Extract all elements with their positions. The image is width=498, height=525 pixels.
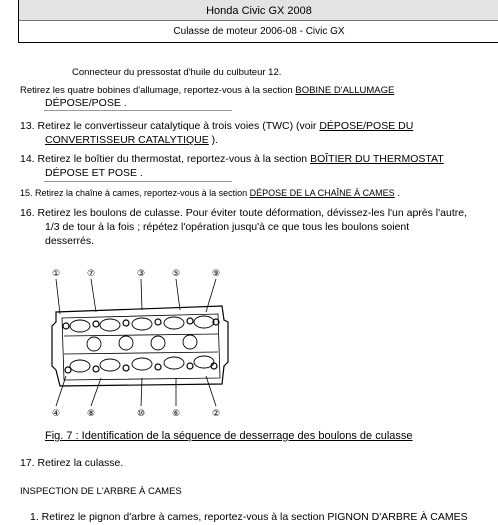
step-13-end: ). bbox=[208, 134, 219, 146]
bolt-label-top-2: ⑦ bbox=[86, 269, 96, 279]
figure-caption: Fig. 7 : Identification de la séquence de desserrage des boulons de culasse bbox=[45, 430, 413, 442]
step-1-link[interactable]: PIGNON D'ARBRE À CAMES bbox=[327, 511, 468, 523]
rule-line bbox=[44, 181, 232, 182]
bolt-label-bottom-4: ⑥ bbox=[171, 409, 181, 419]
step-15-text bbox=[20, 188, 400, 198]
connector-text: Connecteur du pressostat d'huile du culbuteur 12. bbox=[72, 67, 282, 78]
rule-line bbox=[44, 110, 232, 111]
step-13-line2 bbox=[45, 134, 218, 146]
cylinder-head-figure bbox=[46, 266, 232, 422]
step-13-link1[interactable]: DÉPOSE/POSE DU bbox=[319, 120, 414, 132]
step-1-text bbox=[30, 511, 468, 523]
step-15-intro: 15. Retirez la chaîne à cames, reportez-vous à la section bbox=[20, 188, 250, 198]
step-16-line1: 16. Retirez les boulons de culasse. Pour éviter toute déformation, dévissez-les l'un après l'autre, bbox=[20, 207, 467, 219]
step-14-link2[interactable]: DÉPOSE ET POSE bbox=[45, 167, 138, 179]
bolt-label-top-5: ⑨ bbox=[211, 269, 221, 279]
header-title: Honda Civic GX 2008 bbox=[19, 0, 498, 21]
bolt-label-top-4: ⑤ bbox=[171, 269, 181, 279]
step-14-end: . bbox=[137, 167, 143, 179]
document-header bbox=[18, 0, 498, 43]
bolt-label-bottom-5: ② bbox=[211, 409, 221, 419]
step-1-intro: 1. Retirez le pignon d'arbre à cames, reportez-vous à la section bbox=[30, 511, 328, 523]
coils-link-part1[interactable]: BOBINE D'ALLUMAGE bbox=[295, 85, 395, 96]
bolt-label-top-3: ③ bbox=[136, 269, 146, 279]
bolt-label-bottom-2: ⑧ bbox=[86, 409, 96, 419]
step-14-intro: 14. Retirez le boîtier du thermostat, reportez-vous à la section bbox=[20, 153, 311, 165]
step-14-line2 bbox=[45, 167, 143, 179]
coils-link-part2[interactable]: DÉPOSE/POSE . bbox=[45, 97, 127, 109]
bolt-label-bottom-1: ④ bbox=[51, 409, 61, 419]
step-14-text bbox=[20, 153, 444, 165]
step-13-link2[interactable]: CONVERTISSEUR CATALYTIQUE bbox=[45, 134, 209, 146]
coils-step-intro: Retirez les quatre bobines d'allumage, reportez-vous à la section bbox=[20, 85, 293, 96]
step-13-intro: 13. Retirez le convertisseur catalytique à trois voies (TWC) (voir bbox=[20, 120, 320, 132]
step-16-line3: desserrés. bbox=[45, 235, 95, 247]
section-heading: INSPECTION DE L'ARBRE À CAMES bbox=[20, 486, 182, 497]
bolt-label-bottom-3: ⑩ bbox=[136, 409, 146, 419]
step-14-link1[interactable]: BOÎTIER DU THERMOSTAT bbox=[310, 153, 444, 165]
step-15-link[interactable]: DÉPOSE DE LA CHAÎNE À CAMES bbox=[249, 188, 395, 198]
step-13-text bbox=[20, 120, 413, 132]
step-15-end: . bbox=[394, 188, 400, 198]
step-16-line2: 1/3 de tour à la fois ; répétez l'opération jusqu'à ce que tous les boulons soient bbox=[45, 221, 410, 233]
header-subtitle: Culasse de moteur 2006-08 - Civic GX bbox=[173, 26, 345, 37]
step-17-text: 17. Retirez la culasse. bbox=[20, 457, 124, 469]
coils-step-text bbox=[20, 85, 394, 96]
bolt-label-top-1: ① bbox=[51, 269, 61, 279]
